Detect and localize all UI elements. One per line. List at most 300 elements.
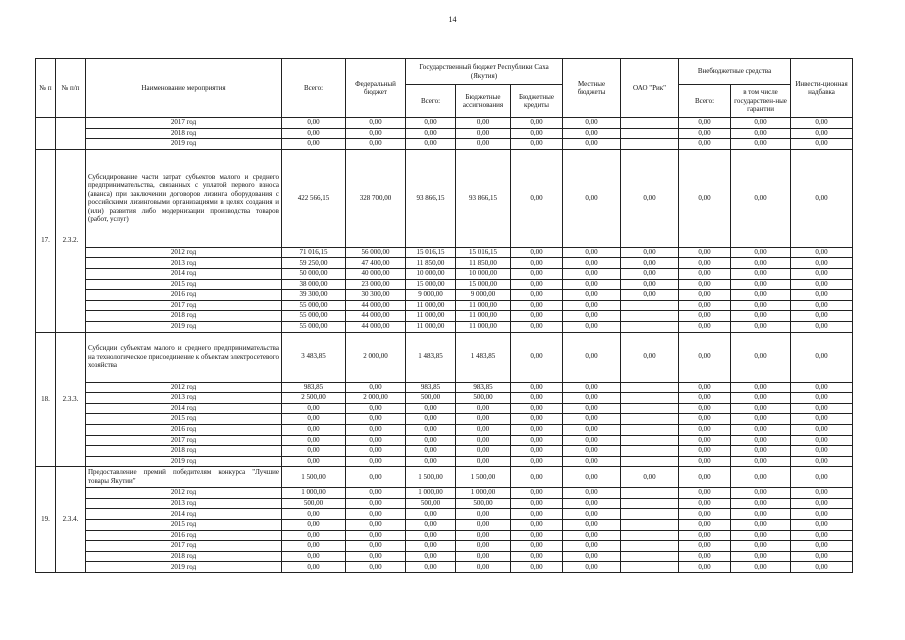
year-label: 2014 год: [86, 403, 282, 414]
value-cell: 0,00: [511, 424, 563, 435]
value-cell: 0,00: [346, 118, 406, 129]
table-row-year: [36, 488, 853, 499]
value-cell: 0,00: [679, 562, 731, 573]
value-cell: 0,00: [679, 541, 731, 552]
value-cell: 0,00: [346, 530, 406, 541]
table-row-year: [36, 139, 853, 150]
value-cell: 0,00: [282, 509, 346, 520]
year-label: 2015 год: [86, 414, 282, 425]
value-cell: 0,00: [406, 551, 456, 562]
value-cell: 0,00: [731, 393, 791, 404]
value-cell: 50 000,00: [282, 268, 346, 279]
value-cell: 0,00: [791, 551, 853, 562]
value-cell: 0,00: [406, 403, 456, 414]
year-label: 2013 год: [86, 393, 282, 404]
value-cell: 1 500,00: [406, 467, 456, 488]
value-cell: 0,00: [406, 118, 456, 129]
value-cell: 0,00: [456, 424, 511, 435]
value-cell: 0,00: [679, 332, 731, 382]
table-row-year: [36, 541, 853, 552]
value-cell: 0,00: [406, 424, 456, 435]
year-label: 2019 год: [86, 321, 282, 332]
value-cell: 0,00: [679, 424, 731, 435]
value-cell: 0,00: [406, 446, 456, 457]
year-label: 2017 год: [86, 435, 282, 446]
value-cell: 0,00: [791, 279, 853, 290]
table-row-year: [36, 403, 853, 414]
value-cell: 0,00: [456, 551, 511, 562]
value-cell: 0,00: [346, 551, 406, 562]
table-row-year: [36, 268, 853, 279]
value-cell: 0,00: [456, 562, 511, 573]
value-cell: 0,00: [563, 300, 621, 311]
page-number: 14: [448, 15, 457, 24]
budget-table: [35, 58, 853, 573]
value-cell: 500,00: [406, 498, 456, 509]
year-label: 2018 год: [86, 446, 282, 457]
value-cell: 0,00: [406, 520, 456, 531]
value-cell: 0,00: [679, 118, 731, 129]
value-cell: 1 500,00: [282, 467, 346, 488]
value-cell: 0,00: [346, 456, 406, 467]
table-row-year: [36, 382, 853, 393]
value-cell: 11 000,00: [456, 311, 511, 322]
value-cell: 0,00: [511, 300, 563, 311]
value-cell: 0,00: [731, 520, 791, 531]
value-cell: 0,00: [563, 403, 621, 414]
value-cell: 0,00: [731, 509, 791, 520]
value-cell: 0,00: [621, 332, 679, 382]
value-cell: [621, 446, 679, 457]
value-cell: [621, 118, 679, 129]
value-cell: [621, 562, 679, 573]
value-cell: 0,00: [791, 562, 853, 573]
value-cell: 0,00: [563, 446, 621, 457]
table-row-year: [36, 509, 853, 520]
value-cell: 0,00: [563, 456, 621, 467]
value-cell: 0,00: [679, 393, 731, 404]
year-label: 2013 год: [86, 258, 282, 269]
value-cell: 0,00: [679, 403, 731, 414]
value-cell: 0,00: [679, 520, 731, 531]
value-cell: 500,00: [456, 498, 511, 509]
value-cell: 10 000,00: [406, 268, 456, 279]
value-cell: 9 000,00: [456, 290, 511, 301]
value-cell: 0,00: [282, 446, 346, 457]
value-cell: 9 000,00: [406, 290, 456, 301]
value-cell: 11 850,00: [456, 258, 511, 269]
value-cell: 2 000,00: [346, 332, 406, 382]
value-cell: 47 400,00: [346, 258, 406, 269]
row-number: 17.: [36, 149, 56, 332]
value-cell: 0,00: [679, 139, 731, 150]
value-cell: 0,00: [511, 139, 563, 150]
value-cell: 0,00: [456, 128, 511, 139]
value-cell: 0,00: [346, 446, 406, 457]
year-label: 2018 год: [86, 128, 282, 139]
value-cell: 0,00: [511, 118, 563, 129]
value-cell: 1 000,00: [406, 488, 456, 499]
row-number: 18.: [36, 332, 56, 467]
value-cell: 0,00: [791, 311, 853, 322]
value-cell: 0,00: [346, 488, 406, 499]
row-code: [56, 118, 86, 150]
value-cell: 11 000,00: [456, 321, 511, 332]
value-cell: 422 566,15: [282, 149, 346, 247]
table-body: [36, 118, 853, 573]
value-cell: 0,00: [346, 467, 406, 488]
value-cell: 0,00: [346, 509, 406, 520]
value-cell: 0,00: [511, 258, 563, 269]
value-cell: 0,00: [511, 332, 563, 382]
value-cell: 0,00: [563, 258, 621, 269]
value-cell: 0,00: [731, 268, 791, 279]
header-extra-budget: Внебюджетные средства: [679, 59, 791, 85]
value-cell: 983,85: [282, 382, 346, 393]
header-extra-guarantees: в том числе государствен-ные гарантии: [731, 85, 791, 118]
value-cell: 93 866,15: [406, 149, 456, 247]
value-cell: [621, 456, 679, 467]
table-row-measure: [36, 149, 853, 247]
header-no-pp: № п/п: [56, 59, 86, 118]
value-cell: 500,00: [406, 393, 456, 404]
value-cell: 0,00: [679, 435, 731, 446]
value-cell: 0,00: [791, 456, 853, 467]
table-row-year: [36, 435, 853, 446]
value-cell: [621, 509, 679, 520]
value-cell: 0,00: [406, 435, 456, 446]
value-cell: 0,00: [731, 530, 791, 541]
value-cell: 59 250,00: [282, 258, 346, 269]
value-cell: 55 000,00: [282, 300, 346, 311]
value-cell: 1 483,85: [406, 332, 456, 382]
value-cell: 0,00: [731, 562, 791, 573]
year-label: 2012 год: [86, 488, 282, 499]
value-cell: 0,00: [791, 332, 853, 382]
value-cell: 0,00: [282, 541, 346, 552]
year-label: 2013 год: [86, 498, 282, 509]
value-cell: 0,00: [791, 321, 853, 332]
table-row-year: [36, 258, 853, 269]
value-cell: 0,00: [791, 139, 853, 150]
value-cell: 0,00: [282, 424, 346, 435]
value-cell: 0,00: [282, 435, 346, 446]
value-cell: 0,00: [731, 139, 791, 150]
value-cell: 0,00: [621, 268, 679, 279]
value-cell: 0,00: [563, 382, 621, 393]
value-cell: 0,00: [511, 382, 563, 393]
value-cell: 0,00: [511, 290, 563, 301]
value-cell: 0,00: [679, 551, 731, 562]
value-cell: 0,00: [679, 488, 731, 499]
value-cell: 0,00: [791, 520, 853, 531]
value-cell: 0,00: [731, 446, 791, 457]
table-row-year: [36, 530, 853, 541]
row-number: [36, 118, 56, 150]
year-label: 2018 год: [86, 311, 282, 322]
value-cell: 0,00: [791, 435, 853, 446]
value-cell: 0,00: [731, 332, 791, 382]
value-cell: 0,00: [679, 530, 731, 541]
value-cell: 0,00: [563, 530, 621, 541]
table-row-year: [36, 290, 853, 301]
value-cell: 0,00: [679, 149, 731, 247]
header-extra-total: Всего:: [679, 85, 731, 118]
value-cell: 71 016,15: [282, 247, 346, 258]
value-cell: 0,00: [731, 258, 791, 269]
value-cell: 11 000,00: [456, 300, 511, 311]
value-cell: 0,00: [282, 530, 346, 541]
value-cell: 0,00: [456, 118, 511, 129]
value-cell: 0,00: [791, 118, 853, 129]
value-cell: 0,00: [282, 128, 346, 139]
value-cell: 0,00: [731, 414, 791, 425]
value-cell: [621, 541, 679, 552]
table-row-year: [36, 562, 853, 573]
value-cell: 0,00: [406, 128, 456, 139]
value-cell: 0,00: [731, 128, 791, 139]
value-cell: 15 016,15: [456, 247, 511, 258]
value-cell: 0,00: [563, 424, 621, 435]
value-cell: 0,00: [346, 382, 406, 393]
value-cell: 0,00: [456, 520, 511, 531]
value-cell: 44 000,00: [346, 300, 406, 311]
value-cell: 0,00: [563, 332, 621, 382]
value-cell: 0,00: [511, 414, 563, 425]
table-row-year: [36, 551, 853, 562]
value-cell: 0,00: [282, 551, 346, 562]
year-label: 2017 год: [86, 300, 282, 311]
value-cell: [621, 435, 679, 446]
value-cell: 0,00: [563, 488, 621, 499]
row-code: 2.3.3.: [56, 332, 86, 467]
value-cell: 0,00: [791, 128, 853, 139]
value-cell: 0,00: [791, 300, 853, 311]
value-cell: 0,00: [511, 435, 563, 446]
value-cell: 1 000,00: [456, 488, 511, 499]
table-row-year: [36, 321, 853, 332]
value-cell: 0,00: [511, 128, 563, 139]
header-state-bound: Бюджетные ассигнования: [456, 85, 511, 118]
value-cell: 0,00: [731, 467, 791, 488]
value-cell: 0,00: [791, 258, 853, 269]
row-number: 19.: [36, 467, 56, 573]
value-cell: 0,00: [511, 551, 563, 562]
value-cell: 0,00: [679, 382, 731, 393]
value-cell: [621, 551, 679, 562]
value-cell: 11 000,00: [406, 300, 456, 311]
value-cell: 0,00: [456, 414, 511, 425]
value-cell: 11 000,00: [406, 311, 456, 322]
value-cell: 39 300,00: [282, 290, 346, 301]
value-cell: 0,00: [563, 509, 621, 520]
value-cell: 0,00: [563, 321, 621, 332]
value-cell: 0,00: [679, 290, 731, 301]
value-cell: 0,00: [731, 149, 791, 247]
value-cell: 0,00: [679, 446, 731, 457]
value-cell: 0,00: [731, 488, 791, 499]
value-cell: 0,00: [456, 530, 511, 541]
year-label: 2018 год: [86, 551, 282, 562]
table-row-year: [36, 498, 853, 509]
value-cell: 0,00: [282, 414, 346, 425]
table-row-year: [36, 128, 853, 139]
header-oao: ОАО "Рик": [621, 59, 679, 118]
row-code: 2.3.2.: [56, 149, 86, 332]
value-cell: 0,00: [456, 541, 511, 552]
value-cell: 0,00: [791, 488, 853, 499]
value-cell: [621, 520, 679, 531]
value-cell: 0,00: [563, 118, 621, 129]
value-cell: 0,00: [406, 509, 456, 520]
value-cell: 0,00: [791, 149, 853, 247]
value-cell: 0,00: [731, 456, 791, 467]
value-cell: 11 000,00: [406, 321, 456, 332]
value-cell: 0,00: [511, 393, 563, 404]
measure-name: Субсидии субъектам малого и среднего предпринимательства на технологическое присоединение к объектам электросетевого хозяйства: [86, 332, 282, 382]
value-cell: 0,00: [679, 279, 731, 290]
header-local: Местные бюджеты: [563, 59, 621, 118]
value-cell: 0,00: [456, 446, 511, 457]
value-cell: 0,00: [346, 435, 406, 446]
value-cell: 93 866,15: [456, 149, 511, 247]
value-cell: 328 700,00: [346, 149, 406, 247]
value-cell: 0,00: [731, 403, 791, 414]
value-cell: 44 000,00: [346, 311, 406, 322]
value-cell: 44 000,00: [346, 321, 406, 332]
value-cell: 0,00: [791, 268, 853, 279]
value-cell: 0,00: [563, 393, 621, 404]
value-cell: 0,00: [511, 446, 563, 457]
value-cell: 0,00: [282, 520, 346, 531]
value-cell: 0,00: [679, 498, 731, 509]
value-cell: 0,00: [679, 300, 731, 311]
value-cell: 0,00: [563, 551, 621, 562]
header-federal: Федеральный бюджет: [346, 59, 406, 118]
value-cell: 38 000,00: [282, 279, 346, 290]
value-cell: 0,00: [679, 321, 731, 332]
value-cell: 0,00: [731, 541, 791, 552]
value-cell: 0,00: [563, 498, 621, 509]
value-cell: 0,00: [563, 128, 621, 139]
year-label: 2017 год: [86, 541, 282, 552]
year-label: 2015 год: [86, 279, 282, 290]
value-cell: 0,00: [456, 139, 511, 150]
value-cell: 0,00: [679, 258, 731, 269]
value-cell: [621, 128, 679, 139]
value-cell: 0,00: [731, 279, 791, 290]
value-cell: 983,85: [456, 382, 511, 393]
value-cell: 0,00: [563, 290, 621, 301]
value-cell: 0,00: [621, 247, 679, 258]
value-cell: 0,00: [511, 498, 563, 509]
value-cell: 0,00: [563, 520, 621, 531]
value-cell: 0,00: [791, 290, 853, 301]
year-label: 2019 год: [86, 139, 282, 150]
value-cell: 0,00: [731, 498, 791, 509]
value-cell: [621, 393, 679, 404]
table-row-measure: [36, 332, 853, 382]
value-cell: [621, 321, 679, 332]
value-cell: 15 000,00: [406, 279, 456, 290]
value-cell: [621, 300, 679, 311]
value-cell: 15 000,00: [456, 279, 511, 290]
value-cell: 0,00: [406, 530, 456, 541]
value-cell: 0,00: [406, 562, 456, 573]
value-cell: 0,00: [679, 414, 731, 425]
value-cell: 0,00: [282, 139, 346, 150]
value-cell: 0,00: [621, 149, 679, 247]
year-label: 2012 год: [86, 247, 282, 258]
value-cell: 0,00: [791, 424, 853, 435]
table-row-year: [36, 300, 853, 311]
value-cell: [621, 488, 679, 499]
value-cell: 0,00: [456, 456, 511, 467]
year-label: 2014 год: [86, 509, 282, 520]
value-cell: 2 500,00: [282, 393, 346, 404]
value-cell: [621, 424, 679, 435]
value-cell: 56 000,00: [346, 247, 406, 258]
value-cell: 0,00: [563, 414, 621, 425]
table-row-year: [36, 446, 853, 457]
value-cell: 1 483,85: [456, 332, 511, 382]
value-cell: 0,00: [511, 247, 563, 258]
value-cell: 0,00: [563, 279, 621, 290]
value-cell: 0,00: [563, 467, 621, 488]
value-cell: 40 000,00: [346, 268, 406, 279]
year-label: 2016 год: [86, 424, 282, 435]
value-cell: 55 000,00: [282, 321, 346, 332]
value-cell: [621, 530, 679, 541]
value-cell: 0,00: [511, 467, 563, 488]
year-label: 2012 год: [86, 382, 282, 393]
value-cell: 0,00: [346, 520, 406, 531]
row-code: 2.3.4.: [56, 467, 86, 573]
value-cell: 0,00: [731, 290, 791, 301]
value-cell: 0,00: [511, 403, 563, 414]
value-cell: 0,00: [791, 509, 853, 520]
value-cell: 55 000,00: [282, 311, 346, 322]
value-cell: 0,00: [791, 541, 853, 552]
value-cell: 0,00: [346, 498, 406, 509]
value-cell: 0,00: [791, 247, 853, 258]
value-cell: 0,00: [679, 467, 731, 488]
value-cell: 0,00: [282, 562, 346, 573]
value-cell: 0,00: [346, 403, 406, 414]
value-cell: 0,00: [731, 118, 791, 129]
value-cell: 11 850,00: [406, 258, 456, 269]
year-label: 2017 год: [86, 118, 282, 129]
value-cell: 0,00: [346, 414, 406, 425]
value-cell: 0,00: [563, 562, 621, 573]
value-cell: 0,00: [511, 530, 563, 541]
value-cell: 0,00: [791, 530, 853, 541]
measure-name: Субсидирование части затрат субъектов малого и среднего предпринимательства, связанных с уплатой первого взноса (аванса) при заключении договоров лизинга оборудования с российскими лизинговыми организациями в целях создания и (или) развития либо модернизации производства товаров (работ, услуг): [86, 149, 282, 247]
header-no: № п: [36, 59, 56, 118]
value-cell: 0,00: [282, 118, 346, 129]
value-cell: 0,00: [511, 541, 563, 552]
value-cell: 0,00: [346, 128, 406, 139]
value-cell: 0,00: [346, 562, 406, 573]
value-cell: 0,00: [282, 403, 346, 414]
value-cell: 0,00: [456, 435, 511, 446]
value-cell: 15 016,15: [406, 247, 456, 258]
value-cell: [621, 498, 679, 509]
value-cell: 0,00: [791, 498, 853, 509]
value-cell: 0,00: [791, 414, 853, 425]
table-header: [36, 59, 853, 118]
value-cell: 500,00: [456, 393, 511, 404]
